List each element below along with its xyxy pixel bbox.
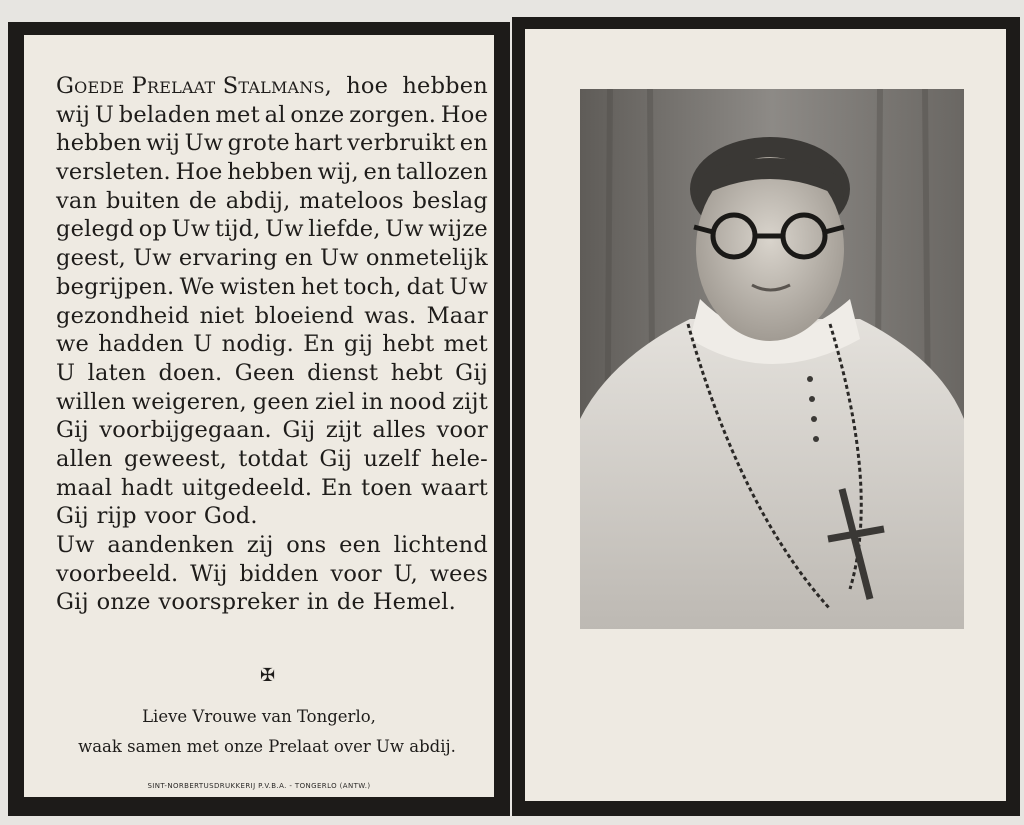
text-word: aandenken bbox=[107, 532, 235, 558]
text-word: beslag bbox=[412, 187, 488, 214]
text-word: hebben bbox=[56, 130, 142, 157]
text-word: geen bbox=[252, 388, 310, 415]
text-word: in bbox=[361, 388, 384, 415]
text-word: Uw bbox=[133, 245, 172, 272]
text-word: Gij bbox=[56, 589, 89, 616]
text-word: hebt bbox=[390, 359, 443, 386]
text-word: ons bbox=[286, 532, 327, 558]
text-word: hebben bbox=[227, 159, 313, 186]
text-word: U bbox=[56, 359, 76, 386]
text-word: bidden bbox=[239, 560, 319, 587]
text-word: Uw bbox=[320, 245, 359, 272]
text-line bbox=[56, 416, 488, 445]
text-word: ziel bbox=[315, 388, 356, 415]
text-word: onze bbox=[290, 101, 345, 128]
text-line bbox=[56, 531, 488, 560]
text-word: U bbox=[193, 331, 213, 358]
text-word: dat bbox=[406, 273, 445, 300]
text-word: We bbox=[179, 273, 215, 300]
text-word: uitgedeeld. bbox=[181, 474, 313, 501]
photo-card bbox=[525, 29, 1006, 801]
text-word: het bbox=[301, 273, 339, 300]
text-word: doen. bbox=[158, 359, 223, 386]
text-word: abdij, bbox=[225, 187, 291, 214]
text-word: En bbox=[303, 331, 335, 358]
text-word: Gij bbox=[319, 445, 353, 472]
prayer-line-1: Lieve Vrouwe van Tongerlo, bbox=[142, 707, 376, 726]
text-word: allen bbox=[56, 445, 113, 472]
text-line bbox=[56, 129, 488, 158]
text-line bbox=[56, 215, 488, 244]
text-word: zij bbox=[246, 532, 274, 558]
text-word: voor bbox=[144, 503, 196, 530]
text-word: Goede Prelaat Stalmans, bbox=[56, 73, 333, 99]
text-word: voorspreker bbox=[158, 589, 300, 616]
text-word: zijt bbox=[452, 388, 488, 415]
text-word: liefde, bbox=[308, 216, 381, 243]
text-word: Gij bbox=[56, 417, 89, 444]
text-word: U, bbox=[393, 560, 418, 587]
text-word: gezondheid bbox=[56, 302, 190, 329]
text-word: hele- bbox=[431, 445, 488, 472]
text-word: laten bbox=[87, 359, 147, 386]
text-word: Uw bbox=[385, 216, 424, 243]
text-line bbox=[56, 474, 488, 503]
text-line bbox=[56, 359, 488, 388]
text-word: van bbox=[56, 187, 98, 214]
text-word: de bbox=[336, 589, 365, 616]
text-word: voorbeeld. bbox=[56, 560, 179, 587]
text-line bbox=[56, 244, 488, 273]
text-word: Uw bbox=[449, 273, 488, 300]
text-word: bloeiend bbox=[254, 302, 355, 329]
text-line bbox=[56, 388, 488, 417]
text-word: voorbijgegaan. bbox=[99, 417, 272, 444]
text-word: geweest, bbox=[123, 445, 227, 472]
text-word: wisten bbox=[219, 273, 296, 300]
text-line bbox=[56, 560, 488, 589]
text-word: lichtend bbox=[393, 532, 488, 558]
text-word: gelegd bbox=[56, 216, 135, 243]
text-word: versleten. bbox=[56, 159, 171, 186]
text-word: Maar bbox=[426, 302, 488, 329]
text-word: voor bbox=[436, 417, 488, 444]
memorial-text bbox=[56, 72, 488, 617]
text-word: Uw bbox=[56, 532, 95, 558]
portrait-photo bbox=[580, 89, 964, 629]
left-card-border bbox=[8, 22, 510, 816]
text-word: en bbox=[363, 159, 392, 186]
text-word: Gij bbox=[282, 417, 316, 444]
text-word: was. bbox=[364, 302, 417, 329]
text-word: Hemel. bbox=[372, 589, 456, 616]
text-word: hebt bbox=[382, 331, 435, 358]
text-word: Uw bbox=[265, 216, 304, 243]
cross-icon: ✠ bbox=[260, 665, 276, 686]
right-card-border bbox=[512, 17, 1020, 816]
text-word: in bbox=[306, 589, 329, 616]
text-word: onze bbox=[96, 589, 151, 616]
text-word: we bbox=[56, 331, 89, 358]
text-word: wij, bbox=[317, 159, 359, 186]
text-word: wijze bbox=[428, 216, 488, 243]
text-word: wij bbox=[56, 101, 91, 128]
text-word: dienst bbox=[307, 359, 379, 386]
text-line bbox=[56, 72, 488, 101]
prayer-line-2: waak samen met onze Prelaat over Uw abdij. bbox=[78, 737, 456, 756]
text-line bbox=[56, 187, 488, 216]
text-word: toen bbox=[361, 474, 413, 501]
text-word: rijp bbox=[96, 503, 137, 530]
text-word: weigeren, bbox=[131, 388, 247, 415]
text-word: grote bbox=[227, 130, 290, 157]
text-word: waart bbox=[421, 474, 488, 501]
text-word: beladen bbox=[118, 101, 211, 128]
text-word: en bbox=[459, 130, 488, 157]
text-word: wij bbox=[146, 130, 181, 157]
text-line bbox=[56, 101, 488, 130]
text-word: hadt bbox=[120, 474, 174, 501]
text-word: en bbox=[284, 245, 313, 272]
text-word: Wij bbox=[190, 560, 228, 587]
text-word: al bbox=[264, 101, 286, 128]
text-word: willen bbox=[56, 388, 126, 415]
text-line bbox=[56, 330, 488, 359]
text-word: Uw bbox=[171, 216, 211, 243]
text-word: nodig. bbox=[221, 331, 295, 358]
text-line bbox=[56, 302, 488, 331]
text-word: hadden bbox=[98, 331, 184, 358]
text-line bbox=[56, 502, 488, 531]
text-word: nood bbox=[389, 388, 447, 415]
text-word: onmetelijk bbox=[365, 245, 488, 272]
text-word: verbruikt bbox=[347, 130, 456, 157]
text-word: wees bbox=[429, 560, 488, 587]
text-word: Hoe bbox=[440, 101, 488, 128]
text-line bbox=[56, 158, 488, 187]
text-word: uzelf bbox=[363, 445, 420, 472]
text-word: hart bbox=[294, 130, 343, 157]
text-word: hebben bbox=[402, 73, 488, 99]
text-word: God. bbox=[203, 503, 258, 530]
text-word: Uw bbox=[184, 130, 224, 157]
text-word: gij bbox=[343, 331, 374, 358]
text-word: met bbox=[443, 331, 488, 358]
text-line bbox=[56, 588, 488, 617]
text-word: Hoe bbox=[175, 159, 223, 186]
text-word: geest, bbox=[56, 245, 126, 272]
text-word: toch, bbox=[343, 273, 402, 300]
text-word: op bbox=[138, 216, 168, 243]
text-line bbox=[56, 445, 488, 474]
text-word: totdat bbox=[238, 445, 308, 472]
portrait-photo-icon bbox=[580, 89, 964, 629]
text-word: een bbox=[339, 532, 381, 558]
text-word: Gij bbox=[56, 503, 89, 530]
text-word: zorgen. bbox=[349, 101, 437, 128]
text-word: U bbox=[94, 101, 114, 128]
text-word: hoe bbox=[346, 73, 389, 99]
text-word: ervaring bbox=[178, 245, 278, 272]
text-line bbox=[56, 273, 488, 302]
text-word: Geen bbox=[234, 359, 295, 386]
text-word: alles bbox=[372, 417, 427, 444]
text-word: tijd, bbox=[214, 216, 261, 243]
text-word: de bbox=[188, 187, 217, 214]
text-word: mateloos bbox=[299, 187, 404, 214]
text-word: met bbox=[215, 101, 260, 128]
text-word: tallozen bbox=[396, 159, 488, 186]
text-word: begrijpen. bbox=[56, 273, 175, 300]
text-word: voor bbox=[330, 560, 382, 587]
printer-imprint: SINT-NORBERTUSDRUKKERIJ P.V.B.A. - TONGERLO (ANTW.) bbox=[147, 782, 371, 790]
text-word: En bbox=[321, 474, 353, 501]
text-word: buiten bbox=[105, 187, 181, 214]
text-card bbox=[24, 35, 494, 797]
text-word: Gij bbox=[455, 359, 488, 386]
text-word: niet bbox=[199, 302, 245, 329]
text-word: maal bbox=[56, 474, 113, 501]
text-word: zijt bbox=[325, 417, 362, 444]
